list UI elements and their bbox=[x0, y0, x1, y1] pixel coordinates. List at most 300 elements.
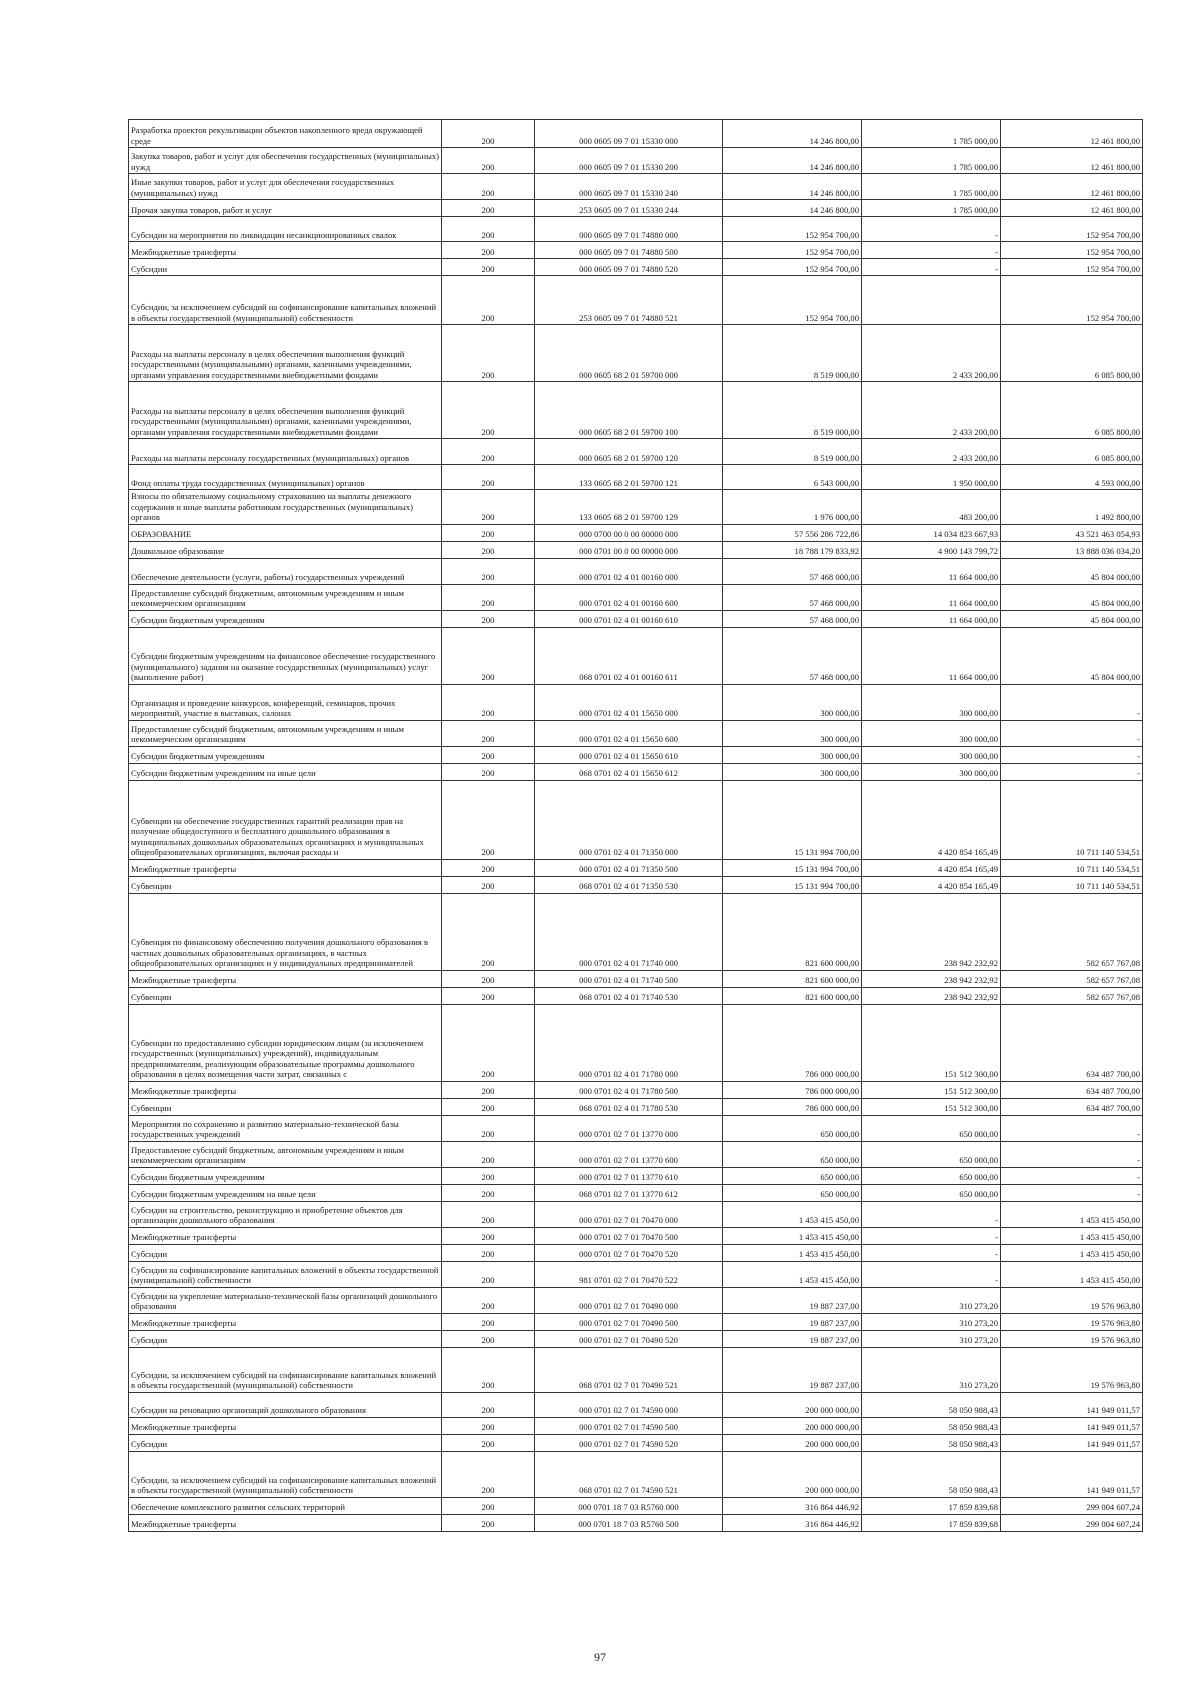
row-classification-code: 068 0701 02 4 01 15650 612 bbox=[535, 763, 723, 780]
row-unexecuted-amount: 299 004 607,24 bbox=[1001, 1514, 1143, 1531]
row-name: Субсидии на строительство, реконструкцию и приобретение объектов для организации дошкольного образования bbox=[129, 1201, 442, 1227]
row-executed-amount: 58 050 988,43 bbox=[862, 1434, 1001, 1451]
row-classification-code: 000 0701 02 7 01 70470 520 bbox=[535, 1244, 723, 1261]
table-row bbox=[129, 1347, 1143, 1392]
row-approved-amount: 300 000,00 bbox=[723, 720, 862, 746]
row-line-code: 200 bbox=[442, 746, 535, 763]
row-name: Иные закупки товаров, работ и услуг для обеспечения государственных (муниципальных) нужд bbox=[129, 174, 442, 200]
row-unexecuted-amount: 141 949 011,57 bbox=[1001, 1417, 1143, 1434]
row-classification-code: 000 0701 18 7 03 R5760 500 bbox=[535, 1514, 723, 1531]
row-unexecuted-amount: 141 949 011,57 bbox=[1001, 1392, 1143, 1417]
row-name: Субсидии bbox=[129, 1244, 442, 1261]
row-executed-amount: 58 050 988,43 bbox=[862, 1417, 1001, 1434]
row-unexecuted-amount: 13 888 036 034,20 bbox=[1001, 541, 1143, 558]
row-unexecuted-amount: 19 576 963,80 bbox=[1001, 1330, 1143, 1347]
row-name: Предоставление субсидий бюджетным, автономным учреждениям и иным некоммерческим организациям bbox=[129, 1141, 442, 1167]
row-line-code: 200 bbox=[442, 382, 535, 439]
row-line-code: 200 bbox=[442, 148, 535, 174]
row-approved-amount: 152 954 700,00 bbox=[723, 259, 862, 276]
row-line-code: 200 bbox=[442, 1417, 535, 1434]
row-approved-amount: 57 556 286 722,86 bbox=[723, 524, 862, 541]
table-row bbox=[129, 876, 1143, 893]
row-unexecuted-amount: 10 711 140 534,51 bbox=[1001, 876, 1143, 893]
row-executed-amount: 4 900 143 799,72 bbox=[862, 541, 1001, 558]
table-row bbox=[129, 1330, 1143, 1347]
row-name: Субсидии, за исключением субсидий на софинансирование капитальных вложений в объекты государственной (муниципальной) собственности bbox=[129, 1451, 442, 1497]
row-classification-code: 000 0605 68 2 01 59700 100 bbox=[535, 382, 723, 439]
row-approved-amount: 200 000 000,00 bbox=[723, 1392, 862, 1417]
row-unexecuted-amount: 43 521 463 054,93 bbox=[1001, 524, 1143, 541]
row-classification-code: 000 0605 09 7 01 74880 520 bbox=[535, 259, 723, 276]
row-classification-code: 068 0701 02 4 01 71740 530 bbox=[535, 987, 723, 1004]
row-executed-amount: - bbox=[862, 1244, 1001, 1261]
row-name: Субсидии, за исключением субсидий на софинансирование капитальных вложений в объекты государственной (муниципальной) собственности bbox=[129, 1347, 442, 1392]
row-approved-amount: 19 887 237,00 bbox=[723, 1347, 862, 1392]
row-unexecuted-amount: - bbox=[1001, 720, 1143, 746]
row-unexecuted-amount: 10 711 140 534,51 bbox=[1001, 859, 1143, 876]
row-approved-amount: 300 000,00 bbox=[723, 763, 862, 780]
row-name: Субсидии на реновацию организаций дошкольного образования bbox=[129, 1392, 442, 1417]
row-unexecuted-amount: 19 576 963,80 bbox=[1001, 1287, 1143, 1313]
row-name: Прочая закупка товаров, работ и услуг bbox=[129, 200, 442, 217]
row-classification-code: 000 0605 09 7 01 15330 000 bbox=[535, 120, 723, 148]
row-unexecuted-amount: 141 949 011,57 bbox=[1001, 1434, 1143, 1451]
table-row bbox=[129, 970, 1143, 987]
row-classification-code: 000 0701 02 7 01 13770 000 bbox=[535, 1115, 723, 1141]
row-classification-code: 000 0701 18 7 03 R5760 000 bbox=[535, 1497, 723, 1514]
row-unexecuted-amount: 12 461 800,00 bbox=[1001, 200, 1143, 217]
table-row bbox=[129, 1434, 1143, 1451]
row-classification-code: 133 0605 68 2 01 59700 129 bbox=[535, 490, 723, 525]
row-classification-code: 000 0701 02 7 01 70470 500 bbox=[535, 1227, 723, 1244]
row-line-code: 200 bbox=[442, 627, 535, 684]
row-approved-amount: 1 453 415 450,00 bbox=[723, 1244, 862, 1261]
row-approved-amount: 1 453 415 450,00 bbox=[723, 1201, 862, 1227]
row-unexecuted-amount: 45 804 000,00 bbox=[1001, 584, 1143, 610]
row-executed-amount: 1 785 000,00 bbox=[862, 174, 1001, 200]
row-line-code: 200 bbox=[442, 174, 535, 200]
table-row bbox=[129, 382, 1143, 439]
row-classification-code: 000 0701 02 7 01 70490 000 bbox=[535, 1287, 723, 1313]
table-row bbox=[129, 1227, 1143, 1244]
row-classification-code: 000 0701 02 4 01 15650 610 bbox=[535, 746, 723, 763]
row-executed-amount: 300 000,00 bbox=[862, 684, 1001, 720]
row-name: Субсидии на софинансирование капитальных вложений в объекты государственной (муниципальной) собственности bbox=[129, 1261, 442, 1287]
row-classification-code: 068 0701 02 7 01 70490 521 bbox=[535, 1347, 723, 1392]
row-classification-code: 000 0701 02 7 01 74590 000 bbox=[535, 1392, 723, 1417]
row-name: Субсидии бюджетным учреждениям bbox=[129, 610, 442, 627]
row-approved-amount: 14 246 800,00 bbox=[723, 148, 862, 174]
row-executed-amount: - bbox=[862, 1261, 1001, 1287]
budget-table-body bbox=[129, 120, 1143, 1532]
row-unexecuted-amount: 6 085 800,00 bbox=[1001, 439, 1143, 465]
row-line-code: 200 bbox=[442, 893, 535, 970]
row-executed-amount: 650 000,00 bbox=[862, 1167, 1001, 1184]
row-name: Межбюджетные трансферты bbox=[129, 1514, 442, 1531]
row-unexecuted-amount: 582 657 767,08 bbox=[1001, 893, 1143, 970]
row-name: Субвенции на обеспечение государственных гарантий реализации прав на получение общедоступного и бесплатного дошкольного образования в муниципальных дошкольных образовательных организациях и муниципальных общеобразовательных организациях, включая расходы н bbox=[129, 780, 442, 859]
row-classification-code: 068 0701 02 7 01 74590 521 bbox=[535, 1451, 723, 1497]
row-approved-amount: 57 468 000,00 bbox=[723, 558, 862, 584]
row-executed-amount: 238 942 232,92 bbox=[862, 987, 1001, 1004]
table-row bbox=[129, 120, 1143, 148]
table-row bbox=[129, 859, 1143, 876]
row-line-code: 200 bbox=[442, 1347, 535, 1392]
row-executed-amount: 650 000,00 bbox=[862, 1141, 1001, 1167]
row-name: Межбюджетные трансферты bbox=[129, 859, 442, 876]
row-executed-amount: - bbox=[862, 1201, 1001, 1227]
row-approved-amount: 650 000,00 bbox=[723, 1141, 862, 1167]
row-line-code: 200 bbox=[442, 1392, 535, 1417]
row-line-code: 200 bbox=[442, 1141, 535, 1167]
row-approved-amount: 786 000 000,00 bbox=[723, 1098, 862, 1115]
table-row bbox=[129, 217, 1143, 242]
row-approved-amount: 1 453 415 450,00 bbox=[723, 1227, 862, 1244]
row-executed-amount: 4 420 854 165,49 bbox=[862, 876, 1001, 893]
row-line-code: 200 bbox=[442, 1451, 535, 1497]
table-row bbox=[129, 584, 1143, 610]
row-classification-code: 000 0701 02 7 01 74590 520 bbox=[535, 1434, 723, 1451]
row-executed-amount: 238 942 232,92 bbox=[862, 893, 1001, 970]
row-executed-amount: 11 664 000,00 bbox=[862, 627, 1001, 684]
row-line-code: 200 bbox=[442, 217, 535, 242]
row-approved-amount: 821 600 000,00 bbox=[723, 893, 862, 970]
row-unexecuted-amount: - bbox=[1001, 1115, 1143, 1141]
row-line-code: 200 bbox=[442, 1098, 535, 1115]
table-row bbox=[129, 720, 1143, 746]
row-classification-code: 133 0605 68 2 01 59700 121 bbox=[535, 465, 723, 490]
table-row bbox=[129, 1184, 1143, 1201]
row-executed-amount: 650 000,00 bbox=[862, 1184, 1001, 1201]
row-classification-code: 000 0701 02 4 01 00160 610 bbox=[535, 610, 723, 627]
row-executed-amount: 1 785 000,00 bbox=[862, 200, 1001, 217]
row-classification-code: 068 0701 02 4 01 71780 530 bbox=[535, 1098, 723, 1115]
row-unexecuted-amount: 19 576 963,80 bbox=[1001, 1347, 1143, 1392]
row-classification-code: 000 0701 02 7 01 70490 520 bbox=[535, 1330, 723, 1347]
row-unexecuted-amount: 582 657 767,08 bbox=[1001, 987, 1143, 1004]
row-executed-amount: 310 273,20 bbox=[862, 1313, 1001, 1330]
table-row bbox=[129, 1098, 1143, 1115]
row-classification-code: 068 0701 02 7 01 13770 612 bbox=[535, 1184, 723, 1201]
row-classification-code: 000 0605 09 7 01 74880 000 bbox=[535, 217, 723, 242]
row-unexecuted-amount: 1 453 415 450,00 bbox=[1001, 1201, 1143, 1227]
row-line-code: 200 bbox=[442, 610, 535, 627]
table-row bbox=[129, 627, 1143, 684]
row-line-code: 200 bbox=[442, 490, 535, 525]
row-unexecuted-amount: 141 949 011,57 bbox=[1001, 1451, 1143, 1497]
row-name: Субсидии на укрепление материально-технической базы организаций дошкольного образования bbox=[129, 1287, 442, 1313]
row-approved-amount: 650 000,00 bbox=[723, 1184, 862, 1201]
row-executed-amount: 483 200,00 bbox=[862, 490, 1001, 525]
row-classification-code: 000 0701 02 7 01 74590 500 bbox=[535, 1417, 723, 1434]
row-unexecuted-amount: - bbox=[1001, 746, 1143, 763]
row-executed-amount: 1 785 000,00 bbox=[862, 120, 1001, 148]
table-row bbox=[129, 1261, 1143, 1287]
row-approved-amount: 316 864 446,92 bbox=[723, 1497, 862, 1514]
row-executed-amount: 58 050 988,43 bbox=[862, 1451, 1001, 1497]
page-number: 97 bbox=[594, 1650, 606, 1664]
row-approved-amount: 1 976 000,00 bbox=[723, 490, 862, 525]
row-approved-amount: 200 000 000,00 bbox=[723, 1417, 862, 1434]
row-approved-amount: 821 600 000,00 bbox=[723, 970, 862, 987]
row-executed-amount: - bbox=[862, 1227, 1001, 1244]
row-executed-amount: - bbox=[862, 217, 1001, 242]
row-executed-amount: 11 664 000,00 bbox=[862, 610, 1001, 627]
row-classification-code: 000 0701 00 0 00 00000 000 bbox=[535, 541, 723, 558]
row-approved-amount: 19 887 237,00 bbox=[723, 1313, 862, 1330]
row-unexecuted-amount: 12 461 800,00 bbox=[1001, 148, 1143, 174]
row-name: Предоставление субсидий бюджетным, автономным учреждениям и иным некоммерческим организациям bbox=[129, 720, 442, 746]
row-name: Межбюджетные трансферты bbox=[129, 1313, 442, 1330]
row-approved-amount: 8 519 000,00 bbox=[723, 325, 862, 382]
row-name: ОБРАЗОВАНИЕ bbox=[129, 524, 442, 541]
row-approved-amount: 15 131 994 700,00 bbox=[723, 876, 862, 893]
row-name: Субсидии бюджетным учреждениям на финансовое обеспечение государственного (муниципального) задания на оказание государственных (муниципальных) услуг (выполнение работ) bbox=[129, 627, 442, 684]
row-name: Субвенции bbox=[129, 876, 442, 893]
row-executed-amount: 4 420 854 165,49 bbox=[862, 780, 1001, 859]
row-executed-amount bbox=[862, 276, 1001, 325]
table-row bbox=[129, 259, 1143, 276]
row-name: Расходы на выплаты персоналу государственных (муниципальных) органов bbox=[129, 439, 442, 465]
row-unexecuted-amount: 634 487 700,00 bbox=[1001, 1098, 1143, 1115]
row-approved-amount: 200 000 000,00 bbox=[723, 1434, 862, 1451]
row-executed-amount: 17 859 839,68 bbox=[862, 1497, 1001, 1514]
row-line-code: 200 bbox=[442, 325, 535, 382]
row-line-code: 200 bbox=[442, 1261, 535, 1287]
row-executed-amount: 151 512 300,00 bbox=[862, 1098, 1001, 1115]
row-classification-code: 000 0605 09 7 01 15330 240 bbox=[535, 174, 723, 200]
row-executed-amount: - bbox=[862, 242, 1001, 259]
row-approved-amount: 786 000 000,00 bbox=[723, 1081, 862, 1098]
row-approved-amount: 19 887 237,00 bbox=[723, 1330, 862, 1347]
table-row bbox=[129, 610, 1143, 627]
row-line-code: 200 bbox=[442, 859, 535, 876]
row-line-code: 200 bbox=[442, 259, 535, 276]
row-line-code: 200 bbox=[442, 1330, 535, 1347]
row-name: Субсидии бюджетным учреждениям на иные цели bbox=[129, 763, 442, 780]
row-unexecuted-amount: 12 461 800,00 bbox=[1001, 120, 1143, 148]
row-classification-code: 000 0701 02 4 01 00160 600 bbox=[535, 584, 723, 610]
row-name: Разработка проектов рекультивации объектов накопленного вреда окружающей среде bbox=[129, 120, 442, 148]
table-row bbox=[129, 276, 1143, 325]
row-unexecuted-amount: 634 487 700,00 bbox=[1001, 1081, 1143, 1098]
row-executed-amount: 310 273,20 bbox=[862, 1347, 1001, 1392]
row-approved-amount: 8 519 000,00 bbox=[723, 439, 862, 465]
row-name: Мероприятия по сохранению и развитию материально-технической базы государственных учреждений bbox=[129, 1115, 442, 1141]
row-classification-code: 000 0701 02 4 01 15650 000 bbox=[535, 684, 723, 720]
row-executed-amount: 11 664 000,00 bbox=[862, 558, 1001, 584]
row-line-code: 200 bbox=[442, 242, 535, 259]
row-executed-amount: 300 000,00 bbox=[862, 763, 1001, 780]
row-name: Субсидии bbox=[129, 1330, 442, 1347]
row-executed-amount: - bbox=[862, 259, 1001, 276]
table-row bbox=[129, 1417, 1143, 1434]
table-row bbox=[129, 987, 1143, 1004]
row-classification-code: 000 0701 02 4 01 71740 500 bbox=[535, 970, 723, 987]
row-approved-amount: 152 954 700,00 bbox=[723, 242, 862, 259]
row-unexecuted-amount: 45 804 000,00 bbox=[1001, 627, 1143, 684]
row-name: Межбюджетные трансферты bbox=[129, 1227, 442, 1244]
row-line-code: 200 bbox=[442, 987, 535, 1004]
row-name: Организация и проведение конкурсов, конференций, семинаров, прочих мероприятий, участие в выставках, салонах bbox=[129, 684, 442, 720]
row-name: Субсидии бюджетным учреждениям на иные цели bbox=[129, 1184, 442, 1201]
row-classification-code: 000 0701 02 4 01 71780 000 bbox=[535, 1004, 723, 1081]
row-approved-amount: 15 131 994 700,00 bbox=[723, 859, 862, 876]
row-unexecuted-amount: 152 954 700,00 bbox=[1001, 276, 1143, 325]
row-approved-amount: 14 246 800,00 bbox=[723, 174, 862, 200]
table-row bbox=[129, 439, 1143, 465]
row-approved-amount: 821 600 000,00 bbox=[723, 987, 862, 1004]
row-approved-amount: 14 246 800,00 bbox=[723, 200, 862, 217]
table-row bbox=[129, 1081, 1143, 1098]
table-row bbox=[129, 1514, 1143, 1531]
row-executed-amount: 1 785 000,00 bbox=[862, 148, 1001, 174]
row-classification-code: 000 0701 02 7 01 13770 600 bbox=[535, 1141, 723, 1167]
row-classification-code: 000 0701 02 4 01 71350 000 bbox=[535, 780, 723, 859]
table-row bbox=[129, 1313, 1143, 1330]
row-executed-amount: 310 273,20 bbox=[862, 1287, 1001, 1313]
row-line-code: 200 bbox=[442, 541, 535, 558]
row-name: Субсидии, за исключением субсидий на софинансирование капитальных вложений в объекты государственной (муниципальной) собственности bbox=[129, 276, 442, 325]
row-classification-code: 253 0605 09 7 01 74880 521 bbox=[535, 276, 723, 325]
row-name: Предоставление субсидий бюджетным, автономным учреждениям и иным некоммерческим организациям bbox=[129, 584, 442, 610]
row-approved-amount: 57 468 000,00 bbox=[723, 627, 862, 684]
row-classification-code: 000 0701 02 7 01 13770 610 bbox=[535, 1167, 723, 1184]
row-approved-amount: 18 788 179 833,92 bbox=[723, 541, 862, 558]
row-approved-amount: 14 246 800,00 bbox=[723, 120, 862, 148]
row-unexecuted-amount: - bbox=[1001, 1167, 1143, 1184]
table-row bbox=[129, 174, 1143, 200]
row-executed-amount: 58 050 988,43 bbox=[862, 1392, 1001, 1417]
row-name: Субвенции по предоставлению субсидии юридическим лицам (за исключением государственных (муниципальных) учреждений), индивидуальным предпринимателям, реализующим образовательные программы дошкольного образования в целях возмещения части затрат, связанных с bbox=[129, 1004, 442, 1081]
row-line-code: 200 bbox=[442, 200, 535, 217]
row-name: Межбюджетные трансферты bbox=[129, 970, 442, 987]
row-line-code: 200 bbox=[442, 1227, 535, 1244]
table-row bbox=[129, 1244, 1143, 1261]
row-unexecuted-amount: 582 657 767,08 bbox=[1001, 970, 1143, 987]
row-approved-amount: 300 000,00 bbox=[723, 684, 862, 720]
row-unexecuted-amount: 45 804 000,00 bbox=[1001, 610, 1143, 627]
row-unexecuted-amount: - bbox=[1001, 684, 1143, 720]
row-unexecuted-amount: 1 453 415 450,00 bbox=[1001, 1244, 1143, 1261]
row-line-code: 200 bbox=[442, 439, 535, 465]
row-executed-amount: 2 433 200,00 bbox=[862, 439, 1001, 465]
row-line-code: 200 bbox=[442, 276, 535, 325]
table-row bbox=[129, 1497, 1143, 1514]
row-unexecuted-amount: 1 453 415 450,00 bbox=[1001, 1261, 1143, 1287]
table-row bbox=[129, 242, 1143, 259]
row-unexecuted-amount: 6 085 800,00 bbox=[1001, 382, 1143, 439]
row-name: Межбюджетные трансферты bbox=[129, 1081, 442, 1098]
row-line-code: 200 bbox=[442, 684, 535, 720]
table-row bbox=[129, 490, 1143, 525]
row-name: Расходы на выплаты персоналу в целях обеспечения выполнения функций государственными (муниципальными) органами, казенными учреждениями, органами управления государственными внебюджетными фондами bbox=[129, 382, 442, 439]
table-row bbox=[129, 1201, 1143, 1227]
row-executed-amount: 151 512 300,00 bbox=[862, 1081, 1001, 1098]
row-line-code: 200 bbox=[442, 1081, 535, 1098]
row-unexecuted-amount: - bbox=[1001, 1141, 1143, 1167]
table-row bbox=[129, 1451, 1143, 1497]
row-unexecuted-amount: 45 804 000,00 bbox=[1001, 558, 1143, 584]
row-approved-amount: 8 519 000,00 bbox=[723, 382, 862, 439]
budget-table bbox=[128, 119, 1143, 1532]
row-line-code: 200 bbox=[442, 1004, 535, 1081]
row-classification-code: 000 0700 00 0 00 00000 000 bbox=[535, 524, 723, 541]
row-line-code: 200 bbox=[442, 1497, 535, 1514]
table-row bbox=[129, 684, 1143, 720]
row-classification-code: 000 0605 09 7 01 74880 500 bbox=[535, 242, 723, 259]
row-classification-code: 000 0605 68 2 01 59700 000 bbox=[535, 325, 723, 382]
row-approved-amount: 152 954 700,00 bbox=[723, 217, 862, 242]
row-classification-code: 000 0605 09 7 01 15330 200 bbox=[535, 148, 723, 174]
row-name: Расходы на выплаты персоналу в целях обеспечения выполнения функций государственными (муниципальными) органами, казенными учреждениями, органами управления государственными внебюджетными фондами bbox=[129, 325, 442, 382]
row-classification-code: 000 0701 02 4 01 00160 000 bbox=[535, 558, 723, 584]
row-unexecuted-amount: - bbox=[1001, 1184, 1143, 1201]
row-executed-amount: 1 950 000,00 bbox=[862, 465, 1001, 490]
row-executed-amount: 11 664 000,00 bbox=[862, 584, 1001, 610]
row-classification-code: 000 0701 02 7 01 70490 500 bbox=[535, 1313, 723, 1330]
row-approved-amount: 650 000,00 bbox=[723, 1167, 862, 1184]
row-executed-amount: 300 000,00 bbox=[862, 746, 1001, 763]
row-unexecuted-amount: 19 576 963,80 bbox=[1001, 1313, 1143, 1330]
row-executed-amount: 151 512 300,00 bbox=[862, 1004, 1001, 1081]
table-row bbox=[129, 1141, 1143, 1167]
row-name: Дошкольное образование bbox=[129, 541, 442, 558]
row-classification-code: 000 0701 02 4 01 15650 600 bbox=[535, 720, 723, 746]
row-approved-amount: 200 000 000,00 bbox=[723, 1451, 862, 1497]
row-line-code: 200 bbox=[442, 970, 535, 987]
row-approved-amount: 650 000,00 bbox=[723, 1115, 862, 1141]
row-classification-code: 000 0605 68 2 01 59700 120 bbox=[535, 439, 723, 465]
row-unexecuted-amount: 152 954 700,00 bbox=[1001, 242, 1143, 259]
row-line-code: 200 bbox=[442, 1115, 535, 1141]
row-unexecuted-amount: 12 461 800,00 bbox=[1001, 174, 1143, 200]
row-name: Закупка товаров, работ и услуг для обеспечения государственных (муниципальных) нужд bbox=[129, 148, 442, 174]
table-row bbox=[129, 893, 1143, 970]
table-row bbox=[129, 1392, 1143, 1417]
row-classification-code: 068 0701 02 4 01 71350 530 bbox=[535, 876, 723, 893]
table-row bbox=[129, 200, 1143, 217]
table-row bbox=[129, 524, 1143, 541]
row-unexecuted-amount: 152 954 700,00 bbox=[1001, 259, 1143, 276]
row-unexecuted-amount: - bbox=[1001, 763, 1143, 780]
row-classification-code: 000 0701 02 4 01 71780 500 bbox=[535, 1081, 723, 1098]
row-executed-amount: 17 859 839,68 bbox=[862, 1514, 1001, 1531]
row-name: Субсидии бюджетным учреждениям bbox=[129, 1167, 442, 1184]
row-classification-code: 068 0701 02 4 01 00160 611 bbox=[535, 627, 723, 684]
row-name: Межбюджетные трансферты bbox=[129, 242, 442, 259]
row-name: Субсидии bbox=[129, 1434, 442, 1451]
row-approved-amount: 15 131 994 700,00 bbox=[723, 780, 862, 859]
row-unexecuted-amount: 299 004 607,24 bbox=[1001, 1497, 1143, 1514]
row-executed-amount: 14 034 823 667,93 bbox=[862, 524, 1001, 541]
row-classification-code: 253 0605 09 7 01 15330 244 bbox=[535, 200, 723, 217]
row-name: Обеспечение деятельности (услуги, работы) государственных учреждений bbox=[129, 558, 442, 584]
table-row bbox=[129, 780, 1143, 859]
row-name: Субсидии бюджетным учреждениям bbox=[129, 746, 442, 763]
row-line-code: 200 bbox=[442, 1514, 535, 1531]
row-name: Субвенции bbox=[129, 987, 442, 1004]
row-line-code: 200 bbox=[442, 876, 535, 893]
row-line-code: 200 bbox=[442, 524, 535, 541]
row-line-code: 200 bbox=[442, 558, 535, 584]
table-row bbox=[129, 1115, 1143, 1141]
row-name: Субсидии на мероприятия по ликвидации несанкционированных свалок bbox=[129, 217, 442, 242]
row-line-code: 200 bbox=[442, 1287, 535, 1313]
row-line-code: 200 bbox=[442, 1201, 535, 1227]
table-row bbox=[129, 1287, 1143, 1313]
row-approved-amount: 57 468 000,00 bbox=[723, 584, 862, 610]
